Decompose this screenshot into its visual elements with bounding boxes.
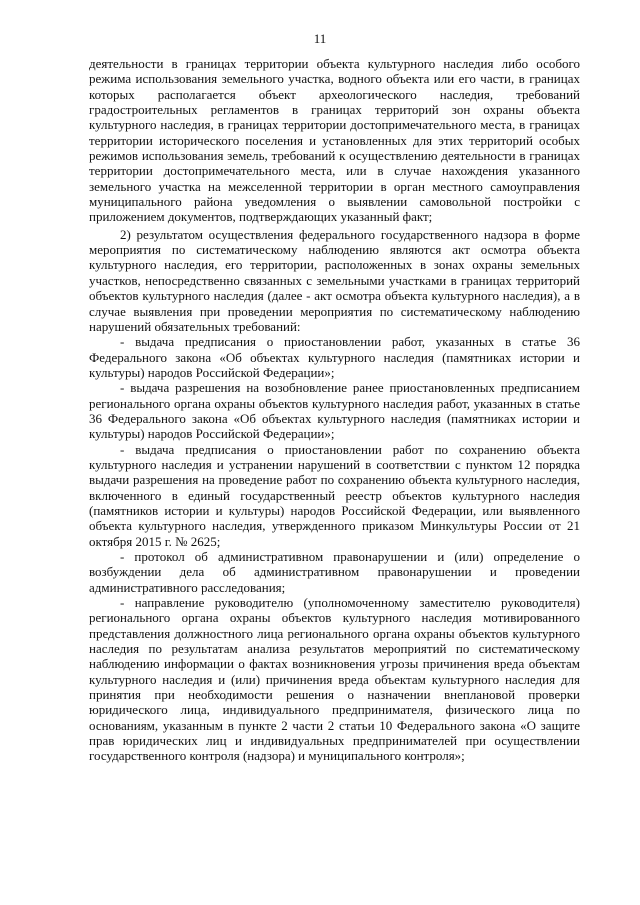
list-item-resume-permit: - выдача разрешения на возобновление ранее приостановленных предписанием регионального органа охраны объектов культурного наследия работ, указанных в статье 36 Федерального закона «Об объектах культурного наследия (памятниках истории и культуры) народов Российской Федерации»; (89, 380, 580, 442)
page-number: 11 (313, 31, 327, 46)
list-item-preservation-stop-order: - выдача предписания о приостановлении работ по сохранению объекта культурного наследия и устранении нарушений в соответствии с пунктом 12 порядка выдачи разрешения на проведение работ по сохранению объекта культурного наследия, включенного в единый государственный реестр объектов культурного наследия (памятников истории и культуры) народов Российской Федерации, или выявленного объекта культурного наследия, утвержденного приказом Минкультуры России от 21 октября 2015 г. № 2625; (89, 441, 580, 549)
list-item-submission: - направление руководителю (уполномоченному заместителю руководителя) регионального органа охраны объектов культурного наследия мотивированного представления должностного лица регионального органа охраны объектов культурного наследия по результатам анализа результатов мероприятий по систематическому наблюдению информации о фактах возникновения угрозы причинения вреда объектам культурного наследия и (или) причинения вреда объектам культурного наследия для принятия при необходимости решения о назначении внеплановой проверки юридического лица, индивидуального предпринимателя, физического лица по основаниям, указанным в пункте 2 части 2 статьи 10 Федерального закона «О защите прав юридических лиц и индивидуальных предпринимателей при осуществлении государственного контроля (надзора) и муниципального контроля»; (89, 595, 580, 764)
paragraph-continuation: деятельности в границах территории объекта культурного наследия либо особого режима использования земельного участка, водного объекта или его части, в границах которых располагается объект археологического наследия, требований градостроительных регламентов в границах территорий зон охраны объекта культурного наследия, в границах территории достопримечательного места, в границах территории исторического поселения и установленных для этих территорий особых режимов использования земель, требований к осуществлению деятельности в границах территории достопримечательного места, или в случае нахождения указанного земельного участка на межселенной территории в орган местного самоуправления муниципального района уведомления о выявлении самовольной постройки с приложением документов, подтверждающих указанный факт; (89, 56, 580, 225)
list-item-protocol: - протокол об административном правонарушении и (или) определение о возбуждении дела об административном правонарушении и проведении административного расследования; (89, 549, 580, 595)
document-body (89, 56, 580, 764)
list-item-stop-work-order: - выдача предписания о приостановлении работ, указанных в статье 36 Федерального закона «Об объектах культурного наследия (памятниках истории и культуры) народов Российской Федерации»; (89, 334, 580, 380)
paragraph-item-2: 2) результатом осуществления федерального государственного надзора в форме мероприятия по систематическому наблюдению являются акт осмотра объекта культурного наследия, его территории, расположенных в зонах охраны земельных участков, непосредственно связанных с земельными участками в границах территорий объектов культурного наследия (далее - акт осмотра объекта культурного наследия), а в случае выявления при проведении мероприятия по систематическому наблюдению нарушений обязательных требований: (89, 226, 580, 334)
